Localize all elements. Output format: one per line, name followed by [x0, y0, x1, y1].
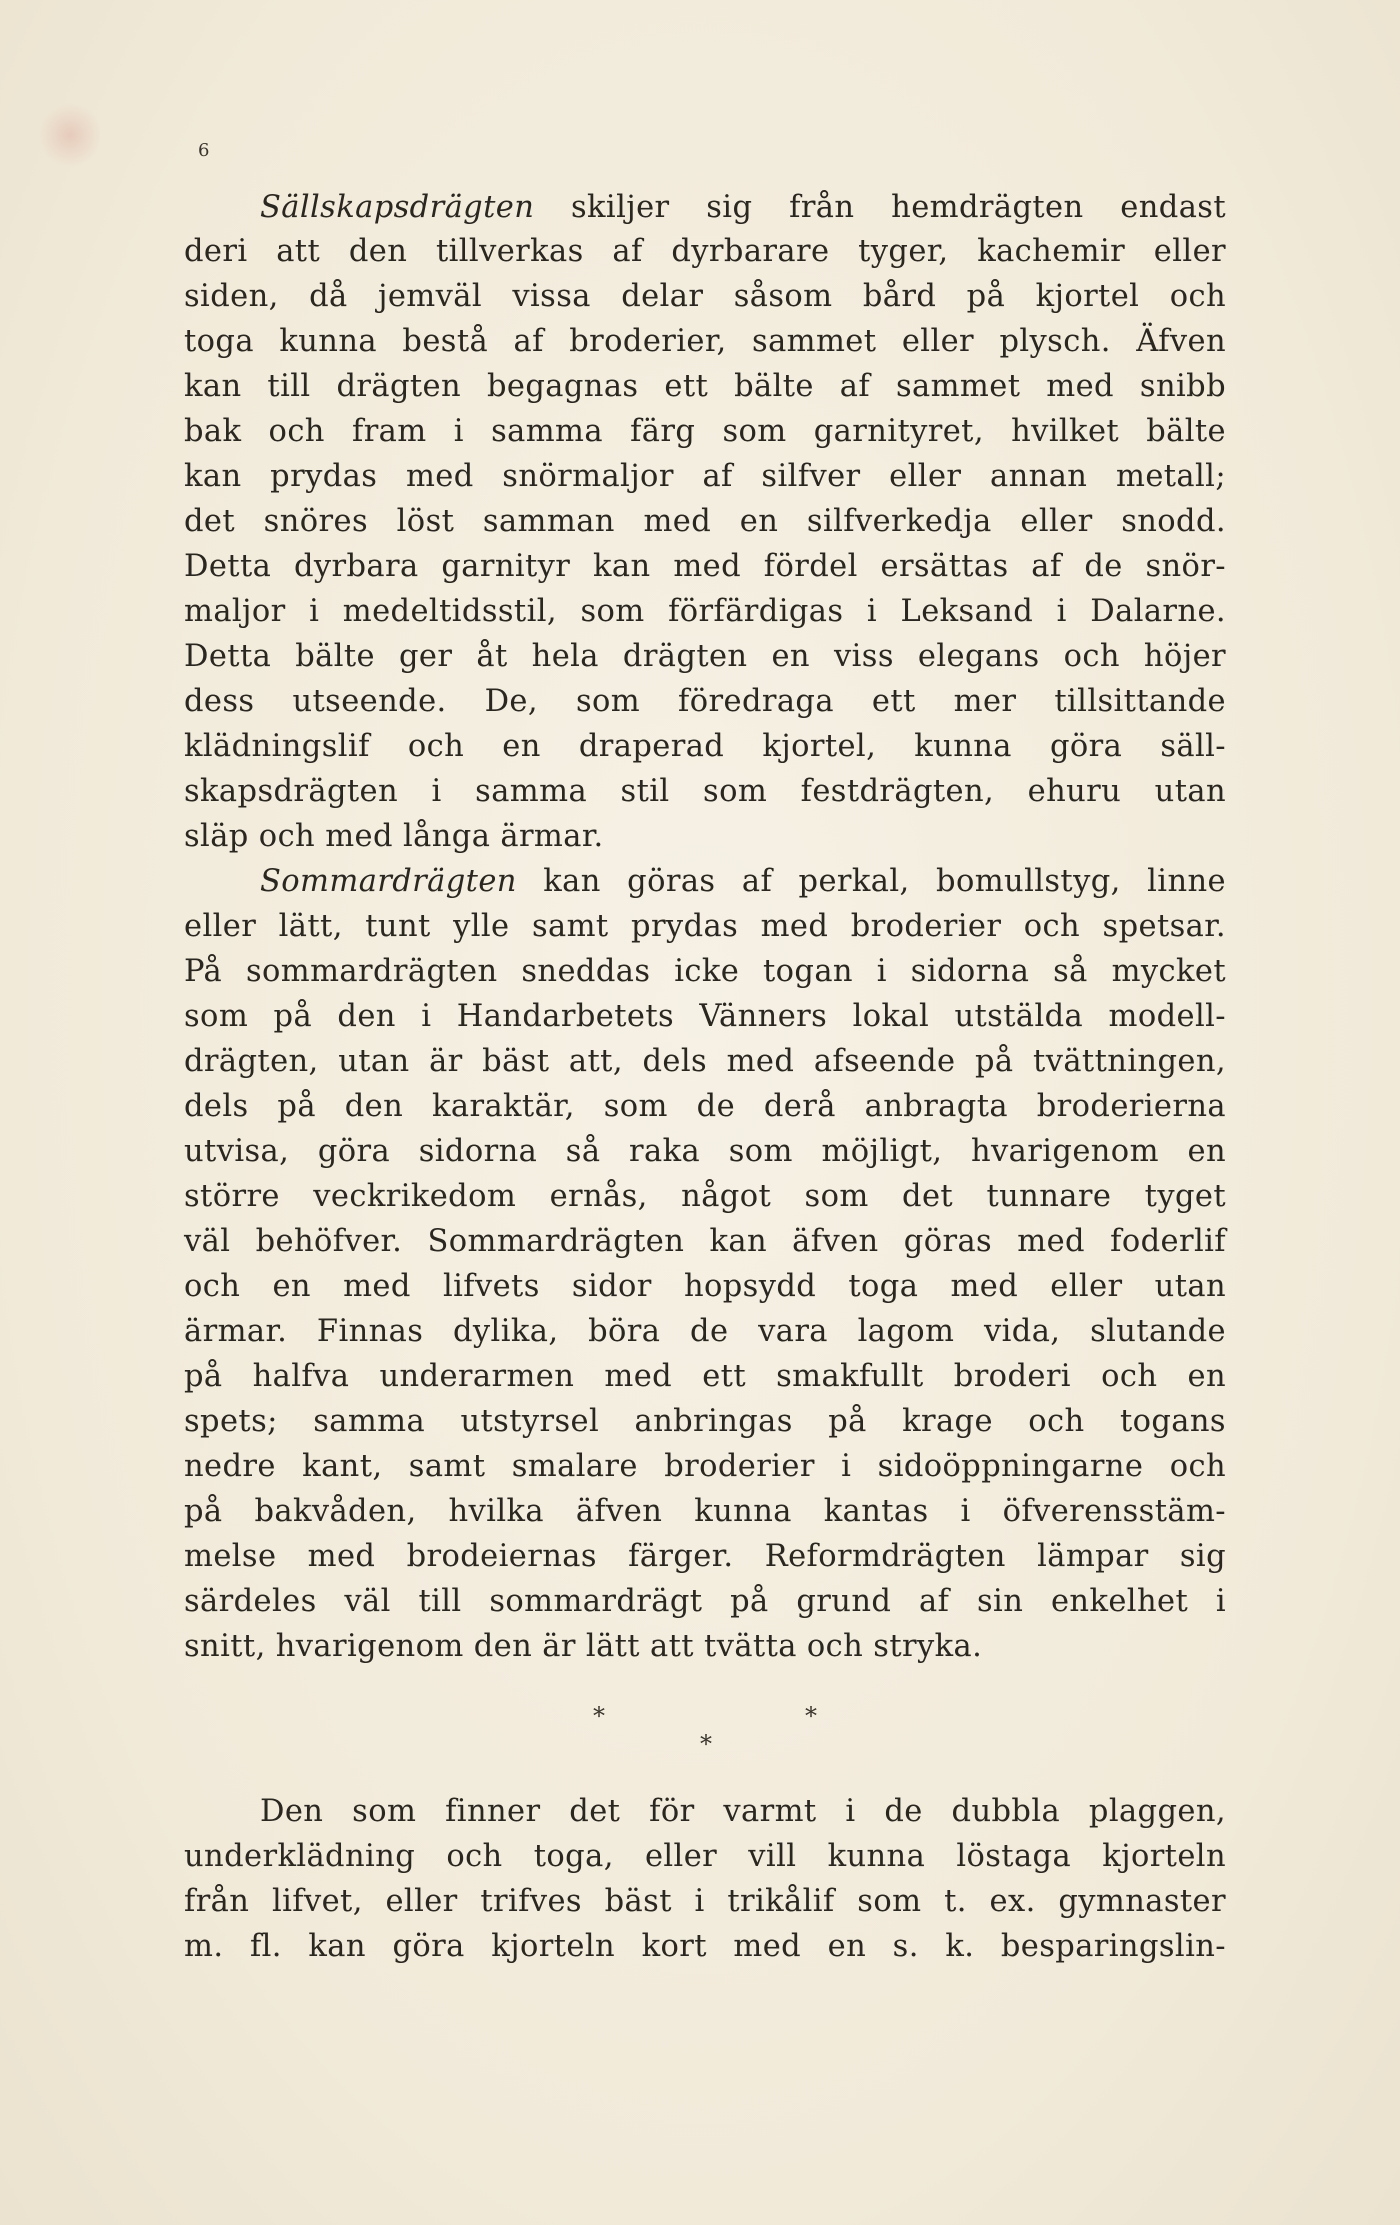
text-line: klädningslif och en draperad kjortel, kunna göra säll-: [184, 729, 1226, 764]
text-line: skapsdrägten i samma stil som festdrägten, ehuru utan: [184, 774, 1226, 809]
paper-stain: [40, 100, 100, 170]
italic-term: Sommardrägten: [260, 864, 517, 899]
text-line: deri att den tillverkas af dyrbarare tyger, kachemir eller: [184, 234, 1226, 269]
text-line: väl behöfver. Sommardrägten kan äfven göras med foderlif: [184, 1224, 1226, 1259]
text-line: från lifvet, eller trifves bäst i trikålif som t. ex. gymnaster: [184, 1884, 1226, 1919]
text-line: melse med brodeiernas färger. Reformdrägten lämpar sig: [184, 1539, 1226, 1574]
text-line: det snöres löst samman med en silfverkedja eller snodd.: [184, 504, 1226, 539]
text-line: kan till drägten begagnas ett bälte af sammet med snibb: [184, 369, 1226, 404]
separator-asterisk: *: [593, 1702, 605, 1730]
text-line: släp och med långa ärmar.: [184, 819, 604, 854]
text-line: som på den i Handarbetets Vänners lokal utstälda modell-: [184, 999, 1226, 1034]
italic-term: Sällskapsdrägten: [260, 190, 535, 225]
text-line: på bakvåden, hvilka äfven kunna kantas i öfverensstäm-: [184, 1494, 1226, 1529]
text-line: större veckrikedom ernås, något som det tunnare tyget: [184, 1179, 1226, 1214]
text-line: Detta bälte ger åt hela drägten en viss elegans och höjer: [184, 639, 1226, 674]
text-line: siden, då jemväl vissa delar såsom bård på kjortel och: [184, 279, 1226, 314]
text-line: m. fl. kan göra kjorteln kort med en s. k. besparingslin-: [184, 1929, 1226, 1964]
text-line: Sommardrägten kan göras af perkal, bomullstyg, linne: [260, 864, 1226, 899]
text-line: Detta dyrbara garnityr kan med fördel ersättas af de snör-: [184, 549, 1226, 584]
text-line: särdeles väl till sommardrägt på grund af sin enkelhet i: [184, 1584, 1226, 1619]
text-line: underklädning och toga, eller vill kunna löstaga kjorteln: [184, 1839, 1226, 1874]
text-line: eller lätt, tunt ylle samt prydas med broderier och spetsar.: [184, 909, 1226, 944]
text-line: toga kunna bestå af broderier, sammet eller plysch. Äfven: [184, 324, 1226, 359]
text-line: På sommardrägten sneddas icke togan i sidorna så mycket: [184, 954, 1226, 989]
separator-asterisk: *: [805, 1702, 817, 1730]
page-number: 6: [198, 140, 210, 161]
text-line: och en med lifvets sidor hopsydd toga med eller utan: [184, 1269, 1226, 1304]
text-line: maljor i medeltidsstil, som förfärdigas i Leksand i Dalarne.: [184, 594, 1226, 629]
text-line: Sällskapsdrägten skiljer sig från hemdrägten endast: [260, 190, 1226, 225]
text-line: drägten, utan är bäst att, dels med afseende på tvättningen,: [184, 1044, 1226, 1079]
text-line: Den som finner det för varmt i de dubbla plaggen,: [260, 1794, 1226, 1829]
text-line: dess utseende. De, som föredraga ett mer tillsittande: [184, 684, 1226, 719]
text-line: spets; samma utstyrsel anbringas på krage och togans: [184, 1404, 1226, 1439]
text-line: nedre kant, samt smalare broderier i sidoöppningarne och: [184, 1449, 1226, 1484]
text-line: ärmar. Finnas dylika, böra de vara lagom vida, slutande: [184, 1314, 1226, 1349]
text-line: snitt, hvarigenom den är lätt att tvätta och stryka.: [184, 1629, 983, 1664]
text-line: utvisa, göra sidorna så raka som möjligt, hvarigenom en: [184, 1134, 1226, 1169]
text-line: på halfva underarmen med ett smakfullt broderi och en: [184, 1359, 1226, 1394]
text-line: kan prydas med snörmaljor af silfver eller annan metall;: [184, 459, 1226, 494]
text-line: bak och fram i samma färg som garnityret, hvilket bälte: [184, 414, 1226, 449]
text-line: dels på den karaktär, som de derå anbragta broderierna: [184, 1089, 1226, 1124]
separator-asterisk: *: [700, 1730, 712, 1758]
